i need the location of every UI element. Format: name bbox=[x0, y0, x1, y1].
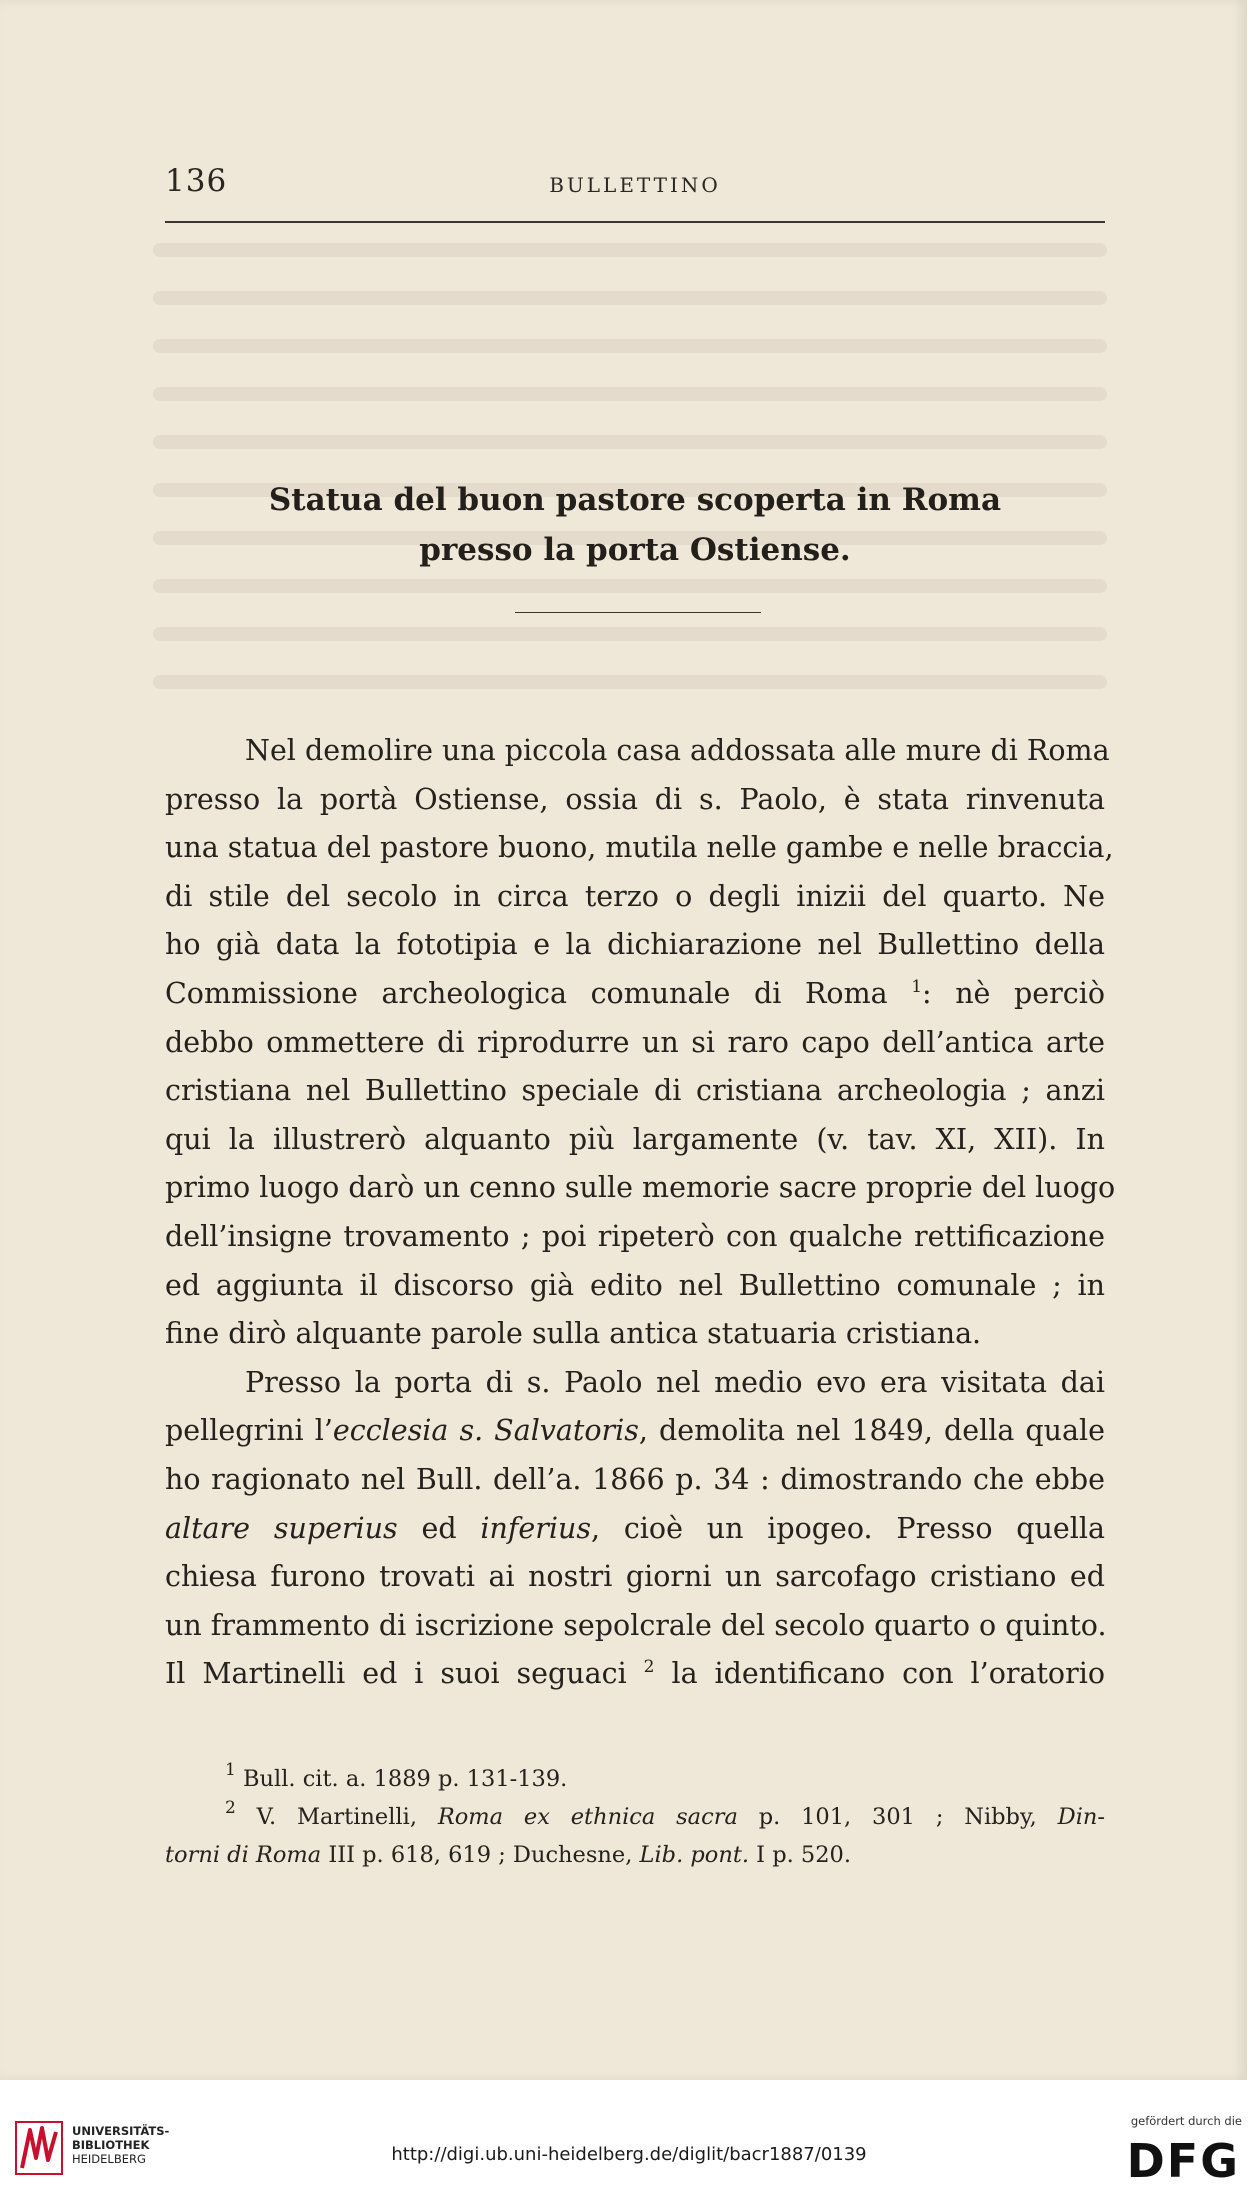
body-text bbox=[165, 727, 1116, 1699]
footnote-2 bbox=[165, 1798, 1105, 1836]
text-span: , cioè un ipogeo. Presso quella bbox=[590, 1511, 1105, 1545]
text-line: dell’insigne trovamento ; poi ripeterò con qualche rettificazione bbox=[165, 1219, 1105, 1253]
viewer-footer bbox=[0, 2080, 1258, 2200]
text-line: chiesa furono trovati ai nostri giorni un sarcofago cristiano ed bbox=[165, 1560, 1105, 1594]
italic-span: inferius bbox=[480, 1511, 591, 1545]
library-name-line: BIBLIOTHEK bbox=[72, 2138, 150, 2152]
text-line: un frammento di iscrizione sepolcrale del secolo quarto o quinto. bbox=[165, 1608, 1107, 1642]
italic-span: torni di Roma bbox=[165, 1842, 322, 1868]
italic-span: Roma ex ethnica sacra bbox=[437, 1804, 738, 1830]
footnote-text: p. 101, 301 ; Nibby, bbox=[737, 1804, 1058, 1830]
text-span: : nè perciò bbox=[922, 976, 1105, 1010]
text-line: una statua del pastore buono, mutila nelle gambe e nelle braccia, bbox=[165, 831, 1114, 865]
text-line: presso la portà Ostiense, ossia di s. Paolo, è stata rinvenuta bbox=[165, 782, 1105, 816]
text-span: la identificano con l’oratorio bbox=[654, 1657, 1105, 1691]
italic-span: ecclesia s. Salvatoris bbox=[332, 1414, 639, 1448]
footnote-text: III p. 618, 619 ; Duchesne, bbox=[321, 1842, 640, 1868]
text-line: debbo ommettere di riprodurre un si raro capo dell’antica arte bbox=[165, 1025, 1105, 1059]
header-rule bbox=[165, 221, 1105, 223]
text-line: ho già data la fototipia e la dichiarazione nel Bullettino della bbox=[165, 928, 1105, 962]
article-title bbox=[165, 475, 1105, 575]
title-line: Statua del buon pastore scoperta in Roma bbox=[268, 482, 1002, 518]
footnotes bbox=[165, 1760, 1105, 1874]
footnote-text: Bull. cit. a. 1889 p. 131-139. bbox=[235, 1766, 568, 1792]
text-line: ed aggiunta il discorso già edito nel Bullettino comunale ; in bbox=[165, 1268, 1105, 1302]
text-line bbox=[165, 970, 1105, 1019]
text-span: Commissione archeologica comunale di Roma bbox=[165, 976, 912, 1010]
page-header bbox=[165, 163, 1105, 203]
title-line: presso la porta Ostiense. bbox=[419, 532, 851, 568]
text-line: Nel demolire una piccola casa addossata alle mure di Roma bbox=[245, 734, 1110, 767]
text-line: primo luogo darò un cenno sulle memorie sacre proprie del luogo bbox=[165, 1171, 1116, 1205]
footnote-2-continued bbox=[165, 1836, 1105, 1874]
text-line: di stile del secolo in circa terzo o degli inizii del quarto. Ne bbox=[165, 879, 1105, 913]
footnote-number: 1 bbox=[225, 1760, 236, 1780]
text-line: qui la illustrerò alquanto più largamente (v. tav. XI, XII). In bbox=[165, 1122, 1105, 1156]
text-line: cristiana nel Bullettino speciale di cristiana archeologia ; anzi bbox=[165, 1074, 1105, 1108]
running-head: BULLETTINO bbox=[549, 173, 721, 197]
dfg-logo: DFG bbox=[1126, 2134, 1240, 2188]
footnote-1 bbox=[165, 1760, 1105, 1798]
text-span: pellegrini l’ bbox=[165, 1414, 333, 1448]
permalink-url[interactable]: http://digi.ub.uni-heidelberg.de/diglit/bacr1887/0139 bbox=[391, 2144, 867, 2165]
text-span: , demolita nel 1849, della quale bbox=[638, 1414, 1105, 1448]
footnote-text: V. Martinelli, bbox=[235, 1804, 438, 1830]
footnote-text: I p. 520. bbox=[749, 1842, 852, 1868]
text-line bbox=[165, 1505, 1105, 1554]
library-name-line: HEIDELBERG bbox=[72, 2152, 146, 2166]
italic-span: Din- bbox=[1057, 1804, 1106, 1830]
text-line: fine dirò alquante parole sulla antica statuaria cristiana. bbox=[165, 1317, 982, 1351]
text-span: Il Martinelli ed i suoi seguaci bbox=[165, 1657, 644, 1691]
title-rule bbox=[515, 612, 761, 613]
footnote-ref: 1 bbox=[911, 976, 923, 997]
footnote-number: 2 bbox=[225, 1798, 236, 1818]
page-number: 136 bbox=[165, 163, 228, 199]
text-line bbox=[165, 1407, 1105, 1456]
dfg-caption: gefördert durch die bbox=[1130, 2114, 1242, 2128]
text-line: ho ragionato nel Bull. dell’a. 1866 p. 34 : dimostrando che ebbe bbox=[165, 1462, 1105, 1496]
show-through-lines bbox=[150, 230, 1207, 710]
text-span: ed bbox=[397, 1511, 481, 1545]
italic-span: altare superius bbox=[165, 1511, 398, 1545]
show-through-texture bbox=[150, 230, 1207, 710]
library-name-line: UNIVERSITÄTS- bbox=[72, 2124, 170, 2138]
text-line: Presso la porta di s. Paolo nel medio evo era visitata dai bbox=[245, 1365, 1105, 1399]
italic-span: Lib. pont. bbox=[639, 1842, 750, 1868]
text-line bbox=[165, 1650, 1105, 1699]
footnote-ref: 2 bbox=[643, 1657, 655, 1678]
